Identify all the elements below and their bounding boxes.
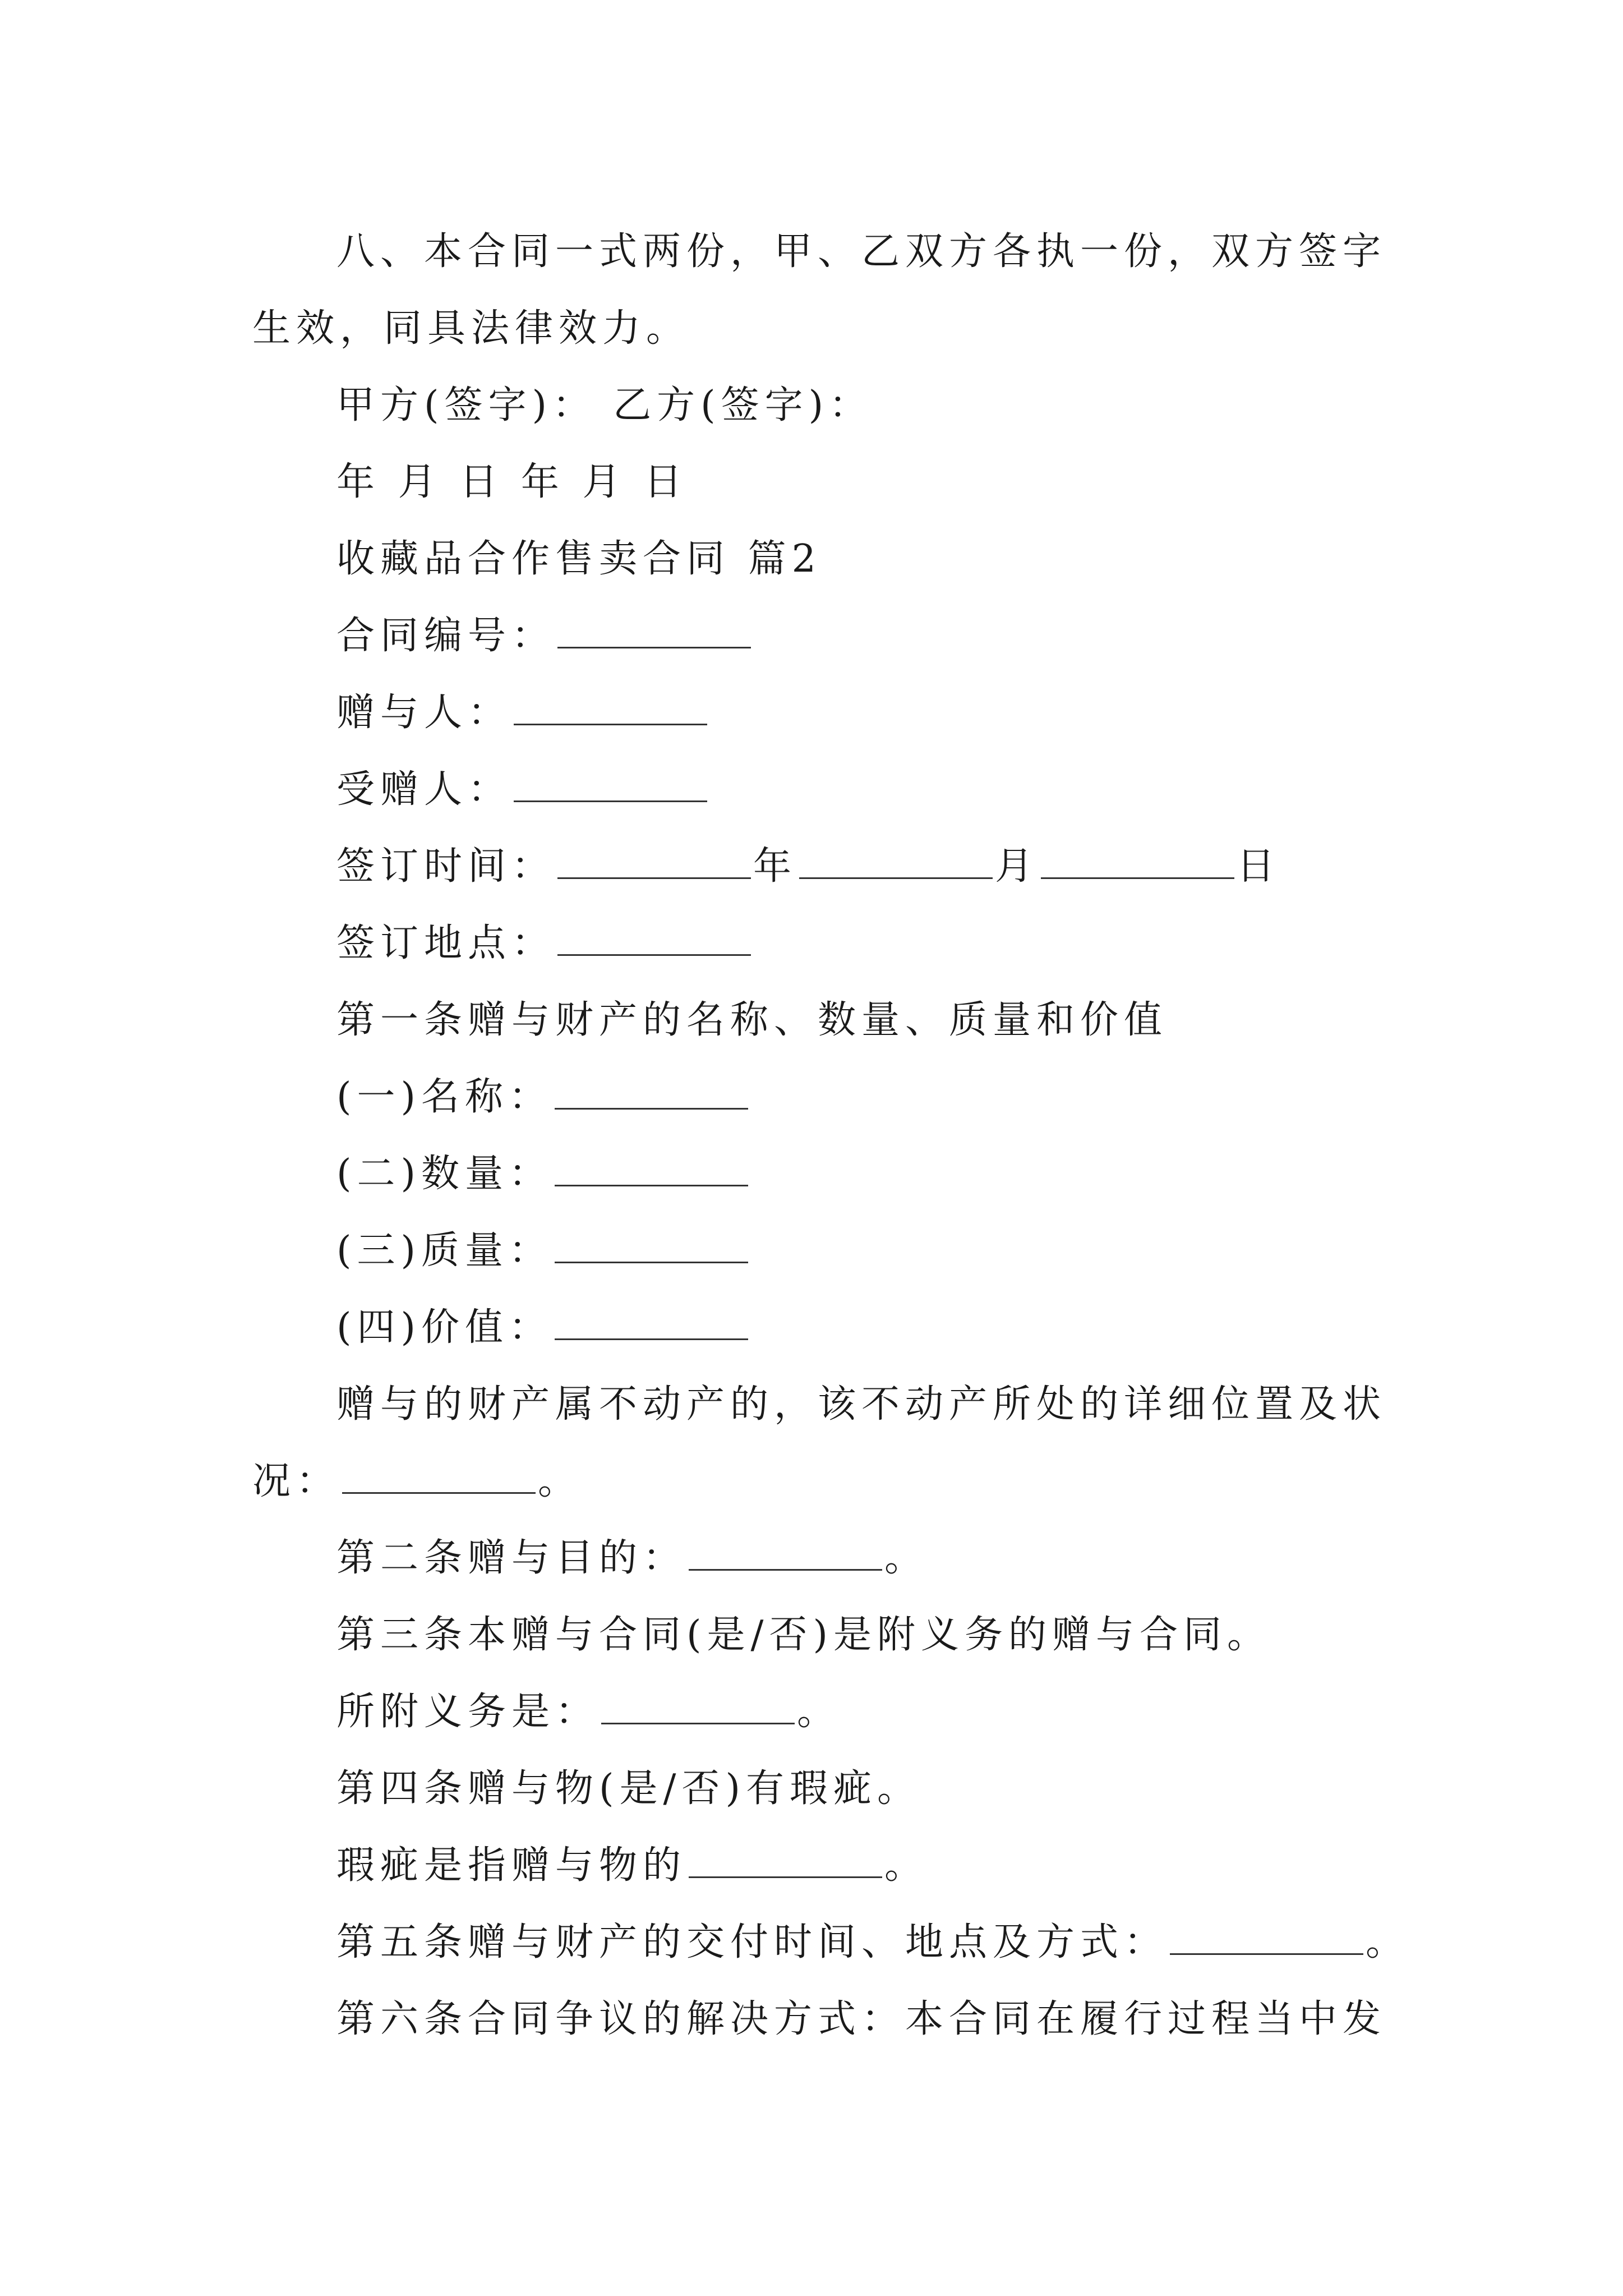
paragraph-text: 赠与的财产属不动产的，该不动产所处的详细位置及状 xyxy=(336,1382,1387,1427)
blank-line xyxy=(689,1854,882,1878)
article-five xyxy=(252,1904,1410,1981)
paragraph-real-estate xyxy=(252,1366,1387,1443)
year-label: 年 xyxy=(753,844,797,889)
month-label: 月 xyxy=(995,844,1039,889)
sentence-end: 。 xyxy=(797,1690,841,1734)
paragraph-real-estate-continued xyxy=(252,1443,1380,1520)
field-label: 赠与人： xyxy=(336,691,512,735)
field-contract-number xyxy=(252,597,1380,674)
blank-line xyxy=(557,624,751,648)
blank-line xyxy=(555,1085,748,1110)
blank-line xyxy=(555,1162,748,1186)
field-label: 况： xyxy=(252,1459,340,1503)
field-label: 瑕疵是指赠与物的 xyxy=(336,1843,687,1888)
field-signing-date xyxy=(252,828,1380,905)
blank-line xyxy=(799,855,993,879)
field-property-name xyxy=(252,1059,1380,1135)
sentence-end: 。 xyxy=(1366,1920,1410,1964)
field-label: 受赠人： xyxy=(336,767,512,812)
blank-line xyxy=(555,1239,748,1263)
article-two xyxy=(252,1520,1380,1596)
paragraph-text: 八、本合同一式两份，甲、乙双方各执一份，双方签字 xyxy=(336,229,1387,274)
field-property-quantity xyxy=(252,1135,1380,1212)
field-label: (四)价值： xyxy=(336,1305,553,1350)
field-label: 签订时间： xyxy=(336,844,556,889)
field-label: 所附义务是： xyxy=(336,1690,600,1734)
signature-date-line xyxy=(252,444,1380,521)
field-donor xyxy=(252,674,1380,751)
blank-line xyxy=(514,778,707,802)
blank-line xyxy=(1170,1931,1363,1955)
field-label: (二)数量： xyxy=(336,1152,553,1196)
field-label: (三)质量： xyxy=(336,1228,553,1273)
field-label: 签订地点： xyxy=(336,921,556,965)
article-one-heading xyxy=(252,982,1380,1059)
paragraph-text: 第三条本赠与合同(是/否)是附义务的赠与合同。 xyxy=(336,1613,1271,1657)
field-label: 第二条赠与目的： xyxy=(336,1536,687,1580)
field-defect xyxy=(252,1827,1380,1904)
section-title xyxy=(252,521,1380,597)
sentence-end: 。 xyxy=(538,1459,582,1503)
field-attached-obligation xyxy=(252,1673,1380,1750)
blank-line xyxy=(601,1700,795,1724)
blank-line xyxy=(1041,855,1234,879)
sentence-end: 。 xyxy=(884,1843,929,1888)
article-six xyxy=(252,1981,1387,2058)
day-label: 日 xyxy=(1237,844,1281,889)
party-b-date: 年 月 日 xyxy=(520,460,688,504)
field-donee xyxy=(252,751,1380,828)
field-signing-place xyxy=(252,905,1380,982)
document-body xyxy=(252,213,1410,2058)
field-label: 第五条赠与财产的交付时间、地点及方式： xyxy=(336,1920,1168,1964)
paragraph-text: 生效，同具法律效力。 xyxy=(252,306,690,351)
paragraph-text: 第一条赠与财产的名称、数量、质量和价值 xyxy=(336,998,1168,1042)
section-title-text: 收藏品合作售卖合同 篇2 xyxy=(336,537,822,581)
field-label: 合同编号： xyxy=(336,614,556,658)
blank-line xyxy=(555,1316,748,1340)
paragraph-clause-eight-continued xyxy=(252,290,1380,367)
blank-line xyxy=(689,1547,882,1571)
paragraph-text: 第六条合同争议的解决方式：本合同在履行过程当中发 xyxy=(336,1997,1387,2041)
party-a-date: 年 月 日 xyxy=(336,460,504,504)
field-label: (一)名称： xyxy=(336,1075,553,1119)
party-a-signature-label: 甲方(签字)： xyxy=(336,383,597,427)
blank-line xyxy=(557,932,751,956)
blank-line xyxy=(557,855,751,879)
paragraph-clause-eight xyxy=(252,213,1387,290)
field-property-quality xyxy=(252,1212,1380,1289)
signature-line xyxy=(252,367,1380,444)
field-property-value xyxy=(252,1289,1380,1366)
sentence-end: 。 xyxy=(884,1536,929,1580)
article-three xyxy=(252,1596,1380,1673)
article-four xyxy=(252,1750,1380,1827)
blank-line xyxy=(514,701,707,725)
blank-line xyxy=(342,1470,536,1494)
paragraph-text: 第四条赠与物(是/否)有瑕疵。 xyxy=(336,1766,921,1811)
party-b-signature-label: 乙方(签字)： xyxy=(613,383,873,427)
